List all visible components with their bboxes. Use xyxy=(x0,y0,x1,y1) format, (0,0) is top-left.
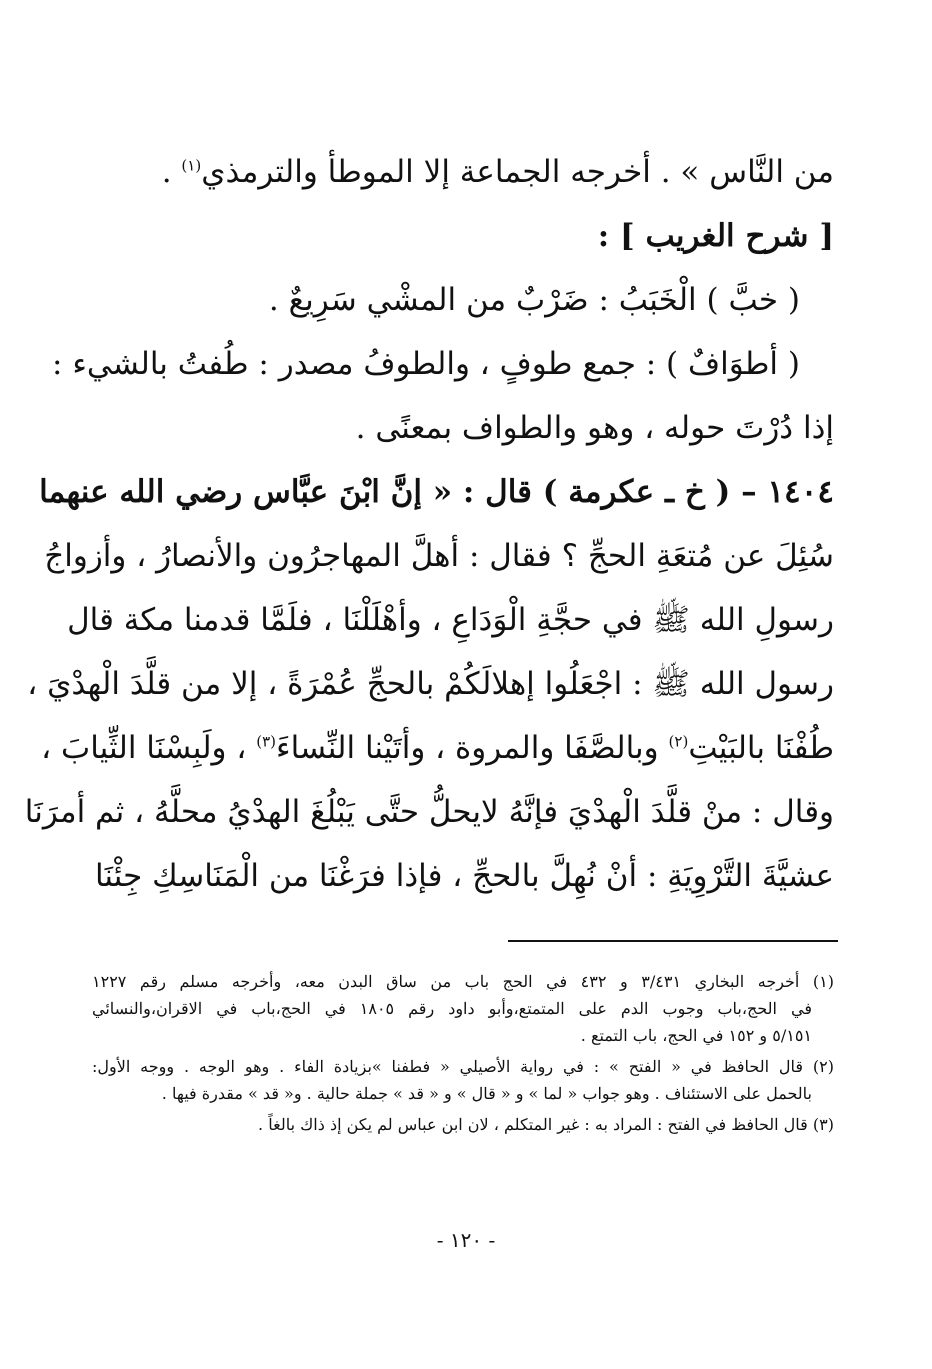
footnote-1-line-3: ٥/١٥١ و ١٥٢ في الحج، باب التمتع . xyxy=(580,1026,812,1045)
text-line-9: رسول الله ﷺ : اجْعَلُوا إهلالَكُمْ بالحجِّ عُمْرَةً ، إلا من قلَّدَ الْهدْيَ ، xyxy=(27,666,834,702)
text-line-4: ( أطوَافٌ ) : جمع طوفٍ ، والطوفُ مصدر : طُفتُ بالشيء : xyxy=(52,346,800,382)
text-line-8: رسولِ الله ﷺ في حجَّةِ الْوَدَاعِ ، وأهْلَلْنَا ، فلَمَّا قدمنا مكة قال xyxy=(67,602,834,638)
footnote-mark-1: (١) xyxy=(181,156,202,175)
text-line-1 xyxy=(98,140,834,204)
main-text xyxy=(24,140,834,908)
footnote-2-line-2: بالحمل على الاستئناف . وهو جواب « لما » و « قال » و « قد » جملة حالية . و« قد » مقدرة فيها . xyxy=(161,1084,812,1103)
text-line-7: سُئِلَ عن مُتعَةِ الحجِّ ؟ فقال : أهلَّ المهاجرُون والأنصارُ ، وأزواجُ xyxy=(44,538,834,574)
text-line-10-part-2: وبالصَّفَا والمروة ، وأتَيْنا النِّساءَ xyxy=(276,730,659,766)
text-line-12: عشيَّةَ التَّرْوِيَةِ : أنْ نُهِلَّ بالحجِّ ، فإذا فرَغْنَا من الْمَنَاسِكِ جِئْنَا xyxy=(94,858,834,894)
footnotes xyxy=(92,968,834,1138)
text-line-10-part-1: طُفْنَا بالبَيْتِ xyxy=(688,730,834,766)
footnote-2-line-1: (٢) قال الحافظ في « الفتح » : في رواية الأصيلي « فطفنا »بزيادة الفاء . وهو الوجه . ووجه الأول: xyxy=(92,1057,834,1076)
footnote-mark-3: (٣) xyxy=(256,732,277,751)
text-line-10-part-3: ، ولَبِسْنَا الثِّيابَ ، xyxy=(41,730,247,766)
footnote-3-line-1: (٣) قال الحافظ في الفتح : المراد به : غير المتكلم ، لان ابن عباس لم يكن إذ ذاك بالغاً . xyxy=(258,1115,834,1134)
hadith-1404-start: ١٤٠٤ – ( خ ـ عكرمة ) قال : « إنَّ ابْنَ عبَّاس رضي الله عنهما xyxy=(39,474,834,510)
text-line-10 xyxy=(41,716,834,780)
text-line-11: وقال : منْ قلَّدَ الْهدْيَ فإنَّهُ لايحلُّ حتَّى يَبْلُغَ الهدْيُ محلَّهُ ، ثم أمرَنَا xyxy=(24,794,834,830)
footnote-mark-2: (٢) xyxy=(668,732,689,751)
page-number: - ١٢٠ - xyxy=(436,1228,496,1252)
footnote-1-line-2: في الحج،باب وجوب الدم على المتمتع،وأبو داود رقم ١٨٠٥ في الحج،باب في الاقران،والنسائي xyxy=(92,999,812,1018)
text-line-1-content: من النَّاس » . أخرجه الجماعة إلا الموطأ والترمذي xyxy=(201,154,834,190)
text-line-1-end: . xyxy=(161,154,182,190)
text-line-3: ( خبَّ ) الْخَبَبُ : ضَرْبٌ من المشْي سَرِيعٌ . xyxy=(268,282,800,318)
footnote-divider xyxy=(508,940,838,942)
section-heading-gharib: [ شرح الغريب ] : xyxy=(597,218,834,254)
footnote-1-line-1: (١) أخرجه البخاري ٣/٤٣١ و ٤٣٢ في الحج باب من ساق البدن معه، وأخرجه مسلم رقم ١٢٢٧ xyxy=(92,972,835,991)
text-line-5: إذا دُرْتَ حوله ، وهو والطواف بمعنًى . xyxy=(355,410,834,446)
